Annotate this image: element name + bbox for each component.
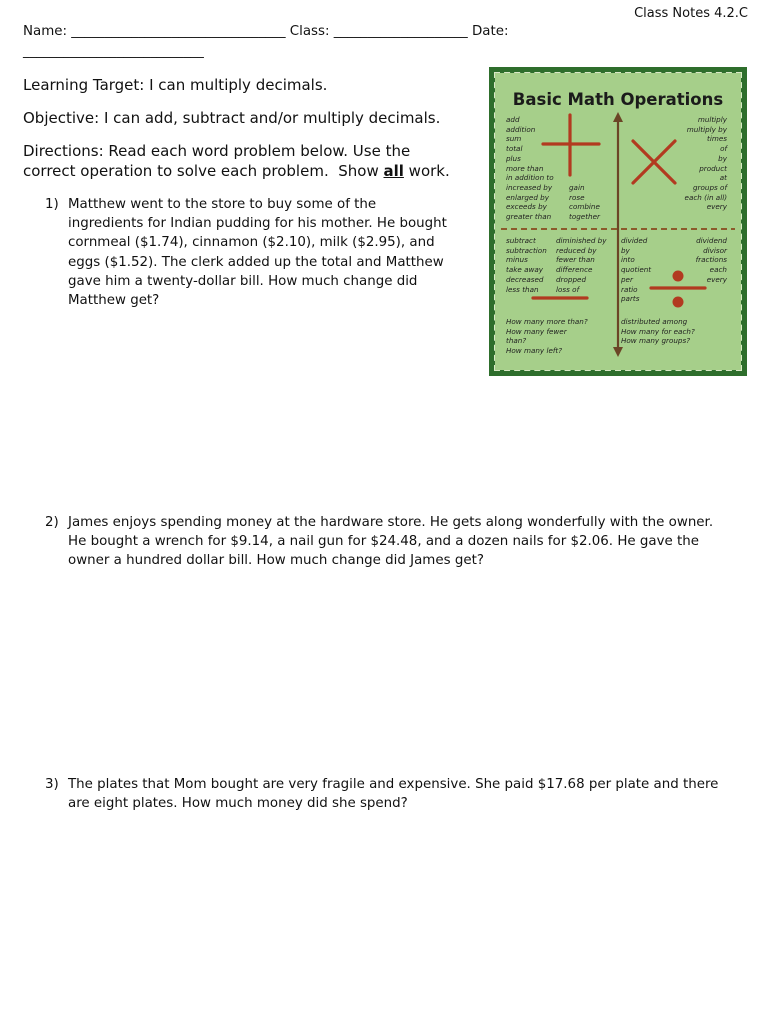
division-word: parts	[621, 294, 640, 304]
addition-word: addition	[506, 124, 536, 134]
problem-text	[68, 513, 713, 571]
multiplication-word: each (in all)	[684, 192, 727, 202]
division-question: distributed among	[621, 317, 688, 326]
addition-word: increased by	[506, 182, 553, 192]
directions-emphasis: all	[383, 162, 404, 180]
division-word: ratio	[621, 284, 638, 294]
subtraction-words	[506, 236, 547, 294]
problem-line: cornmeal ($1.74), cinnamon ($2.10), milk ($2.95), and	[68, 235, 435, 251]
division-word: every	[706, 274, 727, 284]
addition-word: add	[506, 115, 520, 124]
problem-line: eggs ($1.52). The clerk added up the total and Matthew	[68, 254, 444, 270]
subtraction-question: How many fewer	[506, 326, 567, 336]
division-word: per	[621, 274, 633, 284]
addition-word: combine	[569, 202, 600, 212]
problem-number: 2)	[45, 515, 59, 530]
addition-word: in addition to	[506, 173, 554, 183]
directions	[23, 141, 450, 181]
addition-word: plus	[506, 153, 521, 163]
multiplication-words	[685, 115, 727, 212]
subtraction-word: decreased	[506, 274, 544, 284]
subtraction-word: reduced by	[556, 245, 597, 255]
directions-line-2-start: correct operation to solve each problem. Show	[23, 162, 384, 180]
division-questions	[621, 317, 695, 346]
problem-text	[68, 195, 447, 310]
addition-word: together	[569, 212, 600, 222]
subtraction-word: minus	[506, 255, 528, 265]
division-words-2	[696, 236, 727, 285]
learning-target: Learning Target: I can multiply decimals.	[23, 76, 328, 94]
multiplication-word: by	[718, 153, 727, 163]
multiplication-word: times	[707, 134, 727, 144]
division-word: each	[709, 265, 727, 275]
subtraction-word: difference	[556, 265, 593, 275]
directions-line-2-end: work.	[403, 162, 450, 180]
subtraction-question: How many left?	[506, 346, 563, 356]
division-word: quotient	[621, 265, 652, 275]
addition-word: greater than	[506, 212, 552, 222]
division-question: How many groups?	[621, 336, 691, 346]
problem-line: ingredients for Indian pudding for his mother. He bought	[68, 216, 447, 232]
subtraction-word: diminished by	[556, 236, 607, 245]
division-word: fractions	[695, 255, 727, 265]
basic-math-operations-poster	[489, 67, 747, 376]
poster-panel	[495, 73, 741, 370]
problem-line: gave him a twenty-dollar bill. How much change did	[68, 273, 418, 289]
subtraction-questions	[506, 317, 588, 356]
addition-word: total	[506, 144, 523, 154]
subtraction-question: How many more than?	[506, 317, 588, 326]
subtraction-words-2	[556, 236, 607, 294]
subtraction-word: subtract	[506, 236, 536, 245]
date-blank-line[interactable]: ___________________________	[23, 44, 204, 59]
division-question: How many for each?	[621, 326, 695, 336]
subtraction-word: take away	[506, 265, 544, 275]
addition-word: enlarged by	[506, 192, 549, 202]
division-word: divided	[621, 236, 648, 245]
problem-number: 3)	[45, 777, 59, 792]
subtraction-word: fewer than	[556, 255, 595, 265]
problem-number: 1)	[45, 197, 59, 212]
division-word: into	[621, 255, 635, 265]
poster-title: Basic Math Operations	[512, 90, 724, 109]
addition-words	[506, 115, 554, 222]
problem-line: are eight plates. How much money did she spend?	[68, 796, 408, 812]
multiplication-word: every	[706, 202, 727, 212]
multiplication-word: groups of	[693, 182, 727, 192]
addition-word: gain	[569, 183, 585, 192]
problem-line: Matthew went to the store to buy some of the	[68, 197, 377, 212]
arrow-head-up	[613, 112, 623, 122]
addition-word: sum	[506, 134, 522, 144]
problem-line: He bought a wrench for $9.14, a nail gun for $24.48, and a dozen nails for $2.06. He gave the	[68, 534, 699, 550]
class-notes-label: Class Notes 4.2.C	[634, 6, 748, 21]
addition-word: rose	[569, 192, 585, 202]
subtraction-word: less than	[506, 284, 539, 294]
division-word: divisor	[703, 245, 727, 255]
division-words	[621, 236, 651, 304]
arrow-head-down	[613, 347, 623, 357]
division-word: dividend	[696, 236, 727, 245]
multiplication-word: multiply	[697, 115, 727, 124]
subtraction-word: loss of	[556, 284, 580, 294]
subtraction-word: subtraction	[506, 245, 547, 255]
problem-line: owner a hundred dollar bill. How much change did James get?	[68, 553, 484, 569]
multiplication-word: at	[719, 173, 727, 183]
times-icon	[633, 141, 675, 183]
division-word: by	[621, 245, 630, 255]
problem-line: Matthew get?	[68, 293, 160, 309]
addition-word: more than	[506, 163, 544, 173]
addition-word: exceeds by	[506, 202, 547, 212]
multiplication-word: of	[720, 144, 727, 154]
problem-text	[68, 775, 718, 813]
addition-words-2	[569, 183, 600, 222]
directions-line-2	[23, 161, 450, 181]
subtraction-word: dropped	[556, 274, 587, 284]
directions-line-1: Directions: Read each word problem below. Use the	[23, 142, 411, 160]
objective: Objective: I can add, subtract and/or multiply decimals.	[23, 109, 441, 127]
subtraction-question: than?	[506, 336, 527, 346]
multiplication-word: multiply by	[686, 124, 727, 134]
name-class-date-line[interactable]: Name: ________________________________ Class: ____________________ Date:	[23, 24, 509, 39]
problem-line: The plates that Mom bought are very fragile and expensive. She paid $17.68 per plate and there	[68, 777, 719, 792]
multiplication-word: product	[699, 163, 727, 173]
problem-line: James enjoys spending money at the hardware store. He gets along wonderfully with the owner.	[68, 515, 714, 530]
